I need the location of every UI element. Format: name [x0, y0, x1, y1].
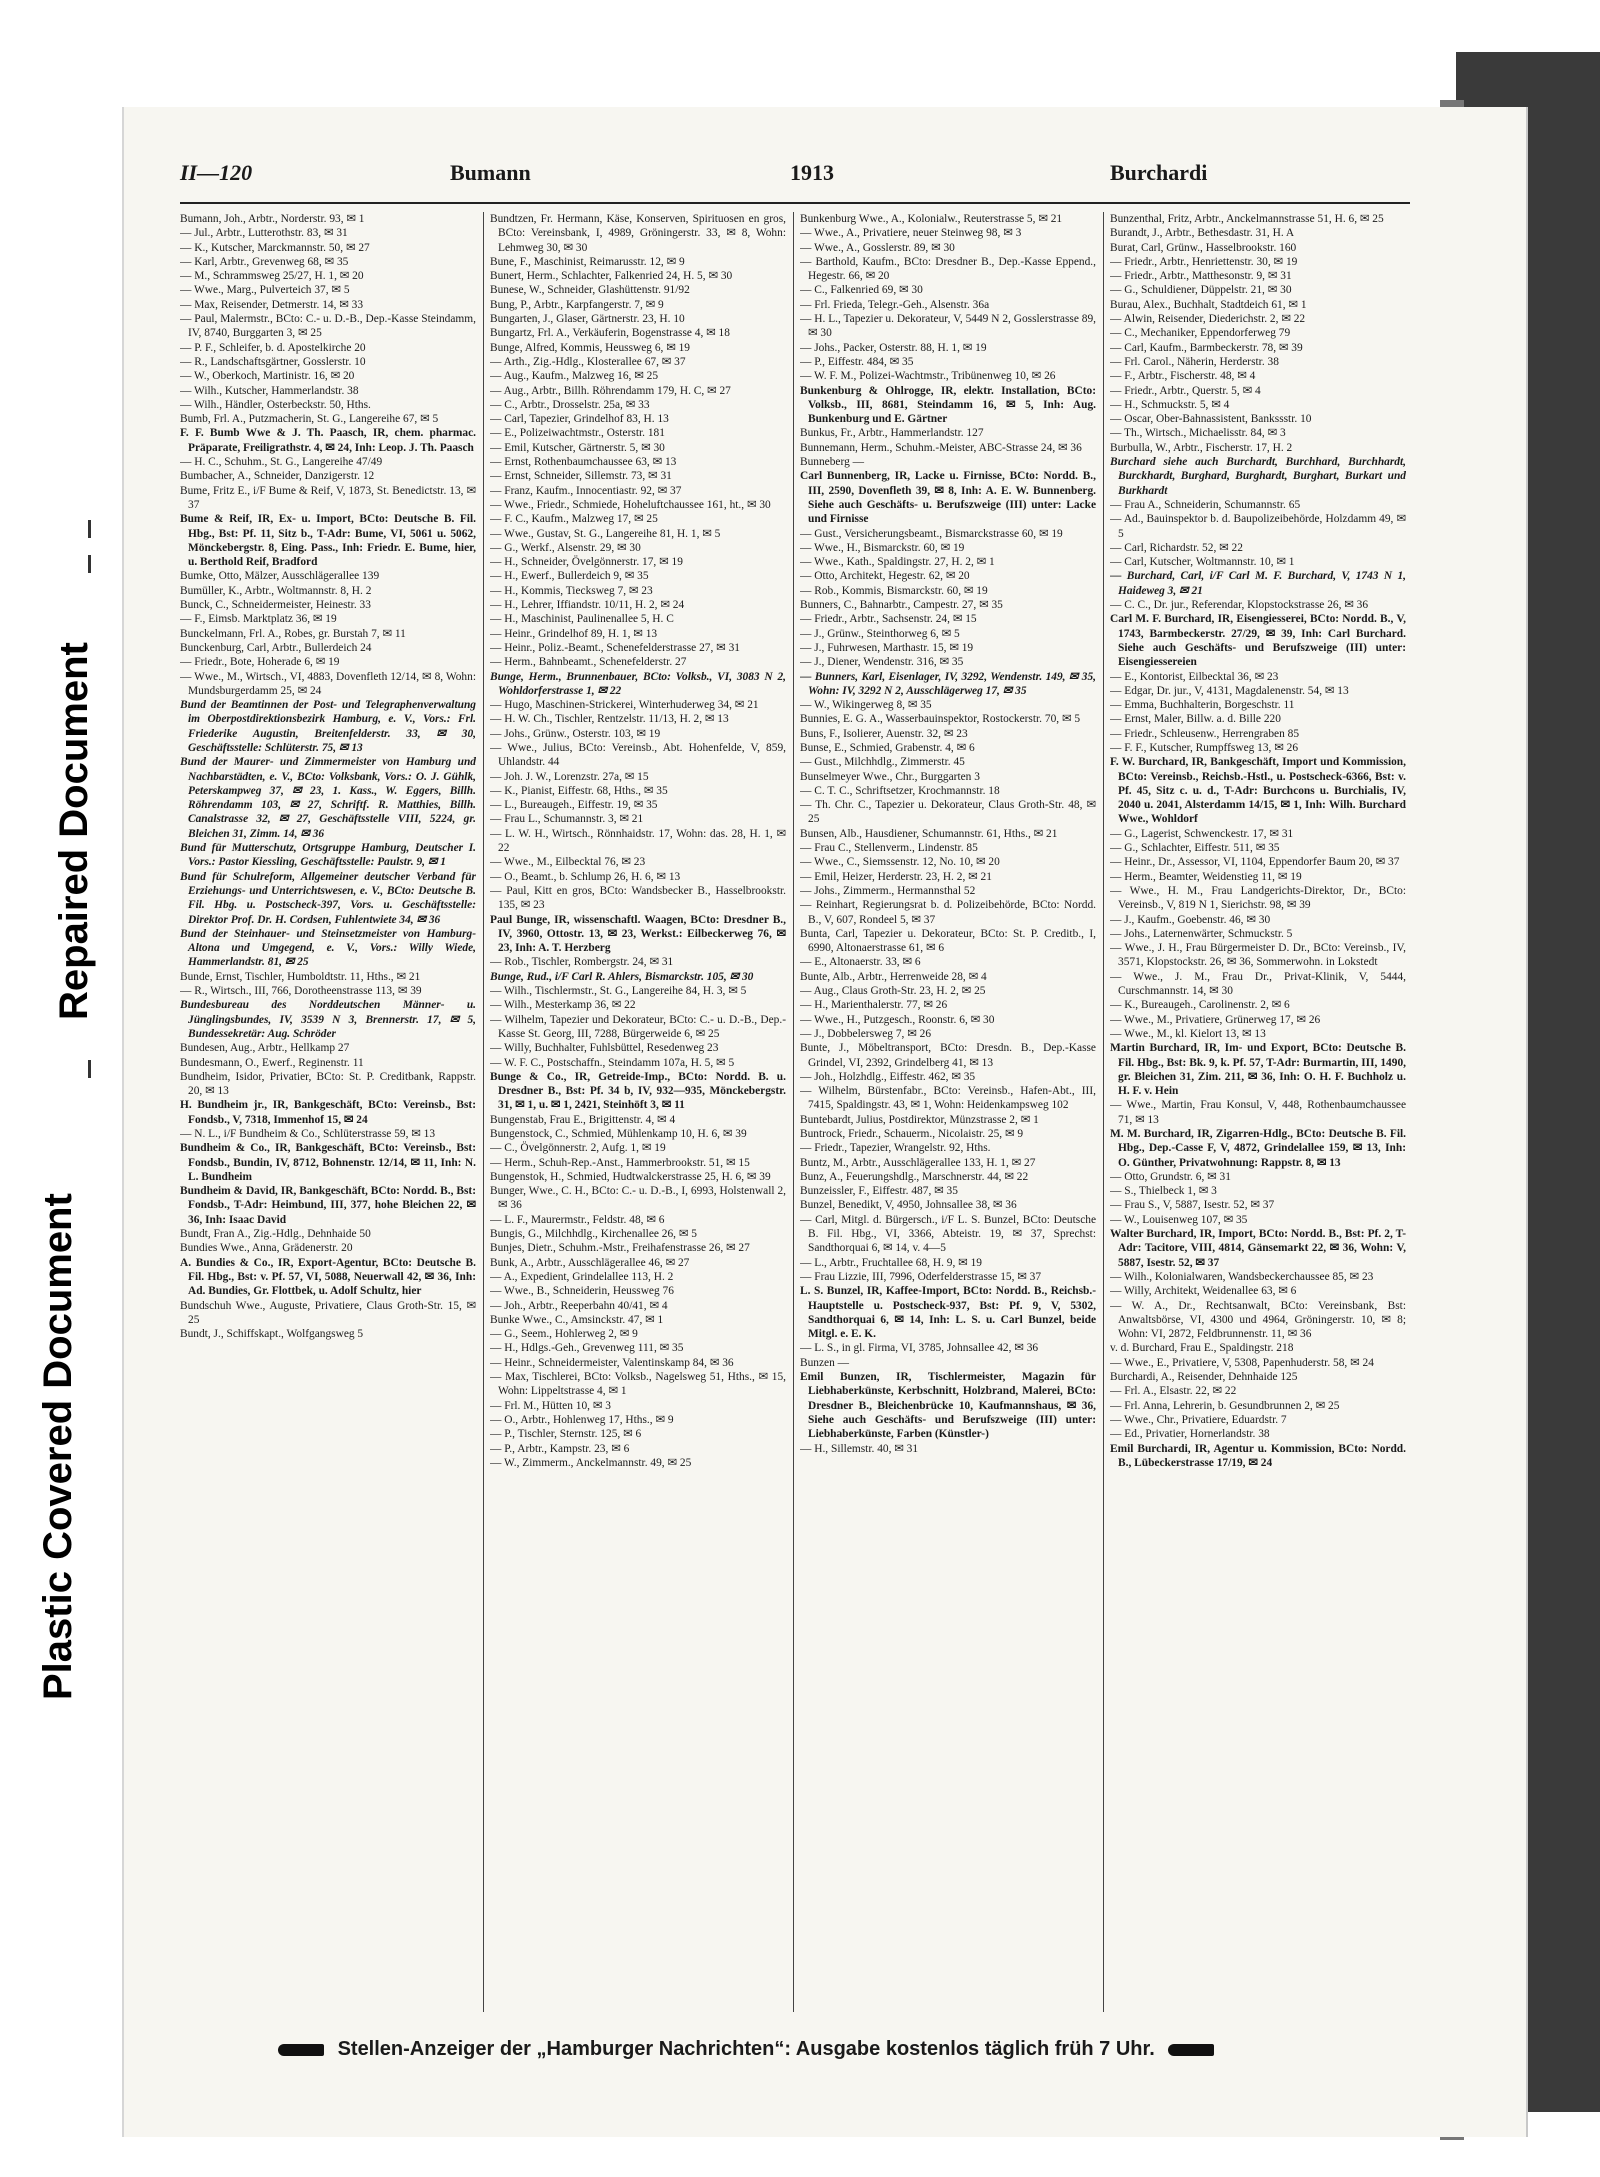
directory-entry: — H., Lehrer, Iffiandstr. 10/11, H. 2, ✉ 24 [490, 599, 685, 612]
directory-entry: — Frl. A., Elsastr. 22, ✉ 22 [1110, 1385, 1237, 1398]
directory-entry: — Arth., Zig.-Hdlg., Klosterallee 67, ✉ 37 [490, 355, 686, 368]
directory-entry: — Friedr., Arbtr., Henriettenstr. 30, ✉ 19 [1110, 255, 1298, 268]
directory-entry: — H., Marienthalerstr. 77, ✉ 26 [800, 999, 948, 1012]
directory-entry: — Edgar, Dr. jur., V, 4131, Magdalenenstr. 54, ✉ 13 [1110, 684, 1349, 697]
directory-entry: — Wwe., Martin, Frau Konsul, V, 448, Rothenbaumchaussee 71, ✉ 13 [1110, 1099, 1406, 1126]
directory-column-3 [800, 212, 1096, 2012]
pointing-hand-icon [1168, 2044, 1214, 2056]
header-year: 1913 [790, 160, 834, 185]
directory-entry: Bunke Wwe., C., Amsinckstr. 47, ✉ 1 [490, 1313, 664, 1326]
directory-entry: — H., Maschinist, Paulinenallee 5, H. C [490, 613, 674, 626]
directory-entry: Bunte, J., Möbeltransport, BCto: Dresdn. B., Dep.-Kasse Grindel, VI, 2392, Grindelberg 41, ✉ 13 [800, 1042, 1096, 1069]
directory-entry: F. W. Burchard, IR, Bankgeschäft, Import und Kommission, BCto: Vereinsb., Reichsb.-Hstl., u. Postscheck-6366, Bst: v. Pf. 45, Sitz c. u. d., T-Adr: Burchcons u. Burchialis, IV, 2040 u. 2041, Alsterdamm 14/15, ✉ 1, Inh: Wilh. Burchard Wwe., Wohldorf [1110, 756, 1406, 826]
directory-entry: Paul Bunge, IR, wissenschaftl. Waagen, BCto: Dresdner B., IV, 3960, Ottostr. 13, ✉ 23, Werkst.: Eilbeckerweg 76, ✉ 23, Inh: A. T. Herzberg [490, 913, 786, 955]
directory-column-4 [1110, 212, 1406, 2012]
directory-entry: Emil Bunzen, IR, Tischlermeister, Magazin für Liebhaberkünste, Kerbschnitt, Holzbrand, Malerei, BCto: Dresdner B., Bleichenbrücke 10, Kaufmannshaus, ✉ 36, Siehe auch Geschäfts- und Berufszweige (III) unter: Liebhaberkünste, Farben (Künstler-) [800, 1371, 1096, 1441]
directory-entry: — H. L., Tapezier u. Dekorateur, V, 5449 N 2, Gosslerstrasse 89, ✉ 30 [800, 313, 1096, 340]
directory-entry: — Wwe., J. H., Frau Bürgermeister D. Dr., BCto: Vereinsb., IV, 3571, Klopstockstr. 26, ✉ 36, Sommerwohn. in Lokstedt [1110, 942, 1406, 969]
directory-entry: — Friedr., Tapezier, Wrangelstr. 92, Hths. [800, 1142, 991, 1155]
directory-entry: — R., Landschaftsgärtner, Gosslerstr. 10 [180, 355, 366, 368]
directory-entry: — Heinr., Grindelhof 89, H. 1, ✉ 13 [490, 627, 658, 640]
directory-entry: Bund für Schulreform, Allgemeiner deutscher Verband für Erziehungs- und Unterrichtswesen, e. V., BCto: Deutsche B. Fil. Hbg. u. Postscheck-397, Vors. u. Geschäftsstelle: Direktor Prof. Dr. H. Cordsen, Fuhlentwiete 34, ✉ 36 [180, 870, 476, 926]
directory-entry: F. F. Bumb Wwe & J. Th. Paasch, IR, chem. pharmac. Präparate, Freiligrathstr. 4, ✉ 24, Inh: Leop. J. Th. Paasch [180, 427, 476, 454]
directory-entry: Martin Burchard, IR, Im- und Export, BCto: Deutsche B. Fil. Hbg., Bst: Bk. 9, k. Pf. 57, T-Adr: Burmartin, III, 1490, gr. Bleichen 31, Zim. 211, ✉ 36, Inh: O. H. F. Buchholz u. H. F. v. Hein [1110, 1042, 1406, 1098]
directory-entry: Bume, Fritz E., i/F Bume & Reif, V, 1873, St. Benedictstr. 13, ✉ 37 [180, 484, 476, 511]
directory-entry: Bungenstock, C., Schmied, Mühlenkamp 10, H. 6, ✉ 39 [490, 1128, 747, 1140]
directory-entry: — Frau A., Schneiderin, Schumannstr. 65 [1110, 498, 1301, 511]
directory-entry: Bunzeissler, F., Eiffestr. 487, ✉ 35 [800, 1185, 958, 1198]
directory-entry: Bunneberg — [800, 456, 865, 469]
directory-entry: Bund der Maurer- und Zimmermeister von Hamburg und Nachbarstädten, e. V., BCto: Volksbank, Vors.: O. J. Gühlk, Peterskampweg 37, ✉ 23, 1. Kass., W. Eggers, Billh. Röhrendamm 103, ✉ 27, Schriftf. R. Matthies, Billh. Canalstrasse 32, ✉ 27, Geschäftsstelle VIII, 5224, gr. Bleichen 31, Zimm. 14, ✉ 36 [180, 756, 476, 840]
directory-entry: — C., Arbtr., Drosselstr. 25a, ✉ 33 [490, 398, 650, 411]
directory-entry: Bungarten, J., Glaser, Gärtnerstr. 23, H. 10 [490, 313, 685, 326]
directory-entry: — R., Wirtsch., III, 766, Dorotheenstrasse 113, ✉ 39 [180, 985, 422, 998]
directory-entry: — Ernst, Maler, Billw. a. d. Bille 220 [1110, 713, 1281, 726]
directory-entry: Bunjes, Dietr., Schuhm.-Mstr., Freihafenstrasse 26, ✉ 27 [490, 1242, 750, 1255]
directory-entry: Bunnemann, Herm., Schuhm.-Meister, ABC-Strasse 24, ✉ 36 [800, 441, 1082, 454]
directory-entry: — Joh. J. W., Lorenzstr. 27a, ✉ 15 [490, 770, 649, 783]
directory-entry: A. Bundies & Co., IR, Export-Agentur, BCto: Deutsche B. Fil. Hbg., Bst: v. Pf. 57, VI, 5088, Neuerwall 42, ✉ 36, Inh: Ad. Bundies, Gr. Flottbek, u. Adolf Schultz, hier [180, 1256, 476, 1298]
directory-entry: — Frl. Carol., Näherin, Herderstr. 38 [1110, 355, 1279, 368]
directory-entry: — F., Eimsb. Marktplatz 36, ✉ 19 [180, 613, 337, 626]
column-divider [483, 212, 484, 2012]
directory-entry: Buntz, M., Arbtr., Ausschlägerallee 133, H. 1, ✉ 27 [800, 1156, 1036, 1169]
directory-entry: — H., Sillemstr. 40, ✉ 31 [800, 1442, 919, 1455]
directory-entry: — W., Zimmerm., Anckelmannstr. 49, ✉ 25 [490, 1456, 692, 1469]
directory-entry: — L. W. H., Wirtsch., Rönnhaidstr. 17, Wohn: das. 28, H. 1, ✉ 22 [490, 827, 786, 855]
directory-entry: Bunckenburg, Carl, Arbtr., Bullerdeich 24 [180, 641, 372, 654]
directory-entry: — Aug., Arbtr., Billh. Röhrendamm 179, H. C, ✉ 27 [490, 384, 731, 397]
directory-entry: — Willy, Buchhalter, Fuhlsbüttel, Resedenweg 23 [490, 1042, 719, 1055]
directory-entry: Bundesmann, O., Ewerf., Reginenstr. 11 [180, 1056, 364, 1069]
directory-entry: — F. C., Kaufm., Malzweg 17, ✉ 25 [490, 513, 658, 526]
directory-entry: Bungenstab, Frau E., Brigittenstr. 4, ✉ 4 [490, 1113, 676, 1126]
directory-entry: — G., Seem., Hohlerweg 2, ✉ 9 [490, 1328, 638, 1341]
directory-entry: — H., Ewerf., Bullerdeich 9, ✉ 35 [490, 570, 649, 583]
directory-entry: — C. C., Dr. jur., Referendar, Klopstockstrasse 26, ✉ 36 [1110, 599, 1369, 612]
directory-entry: Bunk, A., Arbtr., Ausschlägerallee 46, ✉ 27 [490, 1256, 690, 1269]
directory-entry: Bundt, Fran A., Zig.-Hdlg., Dehnhaide 50 [180, 1228, 371, 1241]
directory-entry: Bunzenthal, Fritz, Arbtr., Anckelmannstrasse 51, H. 6, ✉ 25 [1110, 213, 1384, 225]
directory-entry: — P., Eiffestr. 484, ✉ 35 [800, 355, 914, 368]
directory-entry: Bunckelmann, Frl. A., Robes, gr. Burstah 7, ✉ 11 [180, 627, 406, 640]
directory-entry: — Wwe., Kath., Spaldingstr. 27, H. 2, ✉ 1 [800, 556, 995, 569]
margin-mark [88, 520, 91, 538]
directory-entry: — Friedr., Arbtr., Querstr. 5, ✉ 4 [1110, 384, 1261, 397]
directory-entry: — K., Pianist, Eiffestr. 68, Hths., ✉ 35 [490, 784, 668, 797]
directory-entry: Bunert, Herm., Schlachter, Falkenried 24, H. 5, ✉ 30 [490, 270, 733, 283]
margin-mark [88, 1060, 91, 1078]
directory-entry: Burau, Alex., Buchhalt, Stadtdeich 61, ✉ 1 [1110, 298, 1307, 311]
column-divider [1103, 212, 1104, 2012]
directory-entry: — H., Schneider, Övelgönnerstr. 17, ✉ 19 [490, 556, 683, 569]
directory-entry: — Barthold, Kaufm., BCto: Dresdner B., Dep.-Kasse Eppend., Hegestr. 66, ✉ 20 [800, 255, 1096, 283]
directory-entry: Bunde, Ernst, Tischler, Humboldtstr. 11, Hths., ✉ 21 [180, 970, 421, 983]
directory-entry: Bundheim, Isidor, Privatier, BCto: St. P. Creditbank, Rappstr. 20, ✉ 13 [180, 1070, 476, 1098]
directory-entry: — E., Polizeiwachtmstr., Osterstr. 181 [490, 427, 665, 440]
directory-entry: Bundt, J., Schiffskapt., Wolfgangsweg 5 [180, 1328, 364, 1341]
directory-entry: — Wwe., A., Gosslerstr. 89, ✉ 30 [800, 241, 955, 254]
directory-entry: — Friedr., Schleusenw., Herrengraben 85 [1110, 727, 1300, 740]
directory-entry: — Wwe., M., Wirtsch., VI, 4883, Dovenfleth 12/14, ✉ 8, Wohn: Mundsburgerdamm 25, ✉ 24 [180, 670, 476, 697]
directory-entry: — H., Hdlgs.-Geh., Grevenweg 111, ✉ 35 [490, 1342, 684, 1355]
directory-entry: M. M. Burchard, IR, Zigarren-Hdlg., BCto: Deutsche B. Fil. Hbg., Dep.-Casse F, V, 4872, Grindelallee 159, ✉ 13, Inh: O. Günther, Privatwohnung: Rappstr. 8, ✉ 13 [1110, 1128, 1406, 1169]
directory-entry: — F. F., Kutscher, Rumpffsweg 13, ✉ 26 [1110, 741, 1299, 754]
directory-entry: H. Bundheim jr., IR, Bankgeschäft, BCto: Vereinsb., Bst: Fondsb., V, 7318, Immenhof 15, ✉ 24 [180, 1099, 476, 1126]
column-divider [793, 212, 794, 2012]
directory-entry: — O., Arbtr., Hohlenweg 17, Hths., ✉ 9 [490, 1413, 674, 1426]
directory-entry: Bungartz, Frl. A., Verkäuferin, Bogenstrasse 4, ✉ 18 [490, 327, 730, 340]
directory-entry: Bund der Beamtinnen der Post- und Telegraphenverwaltung im Oberpostdirektionsbezirk Hamburg, e. V., Vors.: Frl. Friederike Augustin, Breitenfelderstr. 33, ✉ 30, Geschäftsstelle: Schlüterstr. 75, ✉ 13 [180, 699, 476, 754]
directory-entry: — Hugo, Maschinen-Strickerei, Winterhuderweg 34, ✉ 21 [490, 699, 759, 712]
directory-entry: — C., Mechaniker, Eppendorferweg 79 [1110, 327, 1291, 340]
directory-entry: Burat, Carl, Grünw., Hasselbrookstr. 160 [1110, 241, 1297, 254]
directory-entry: — Rob., Tischler, Rombergstr. 24, ✉ 31 [490, 956, 674, 969]
directory-entry: — C., Falkenried 69, ✉ 30 [800, 284, 923, 297]
directory-entry: — Johs., Laternenwärter, Schmuckstr. 5 [1110, 927, 1293, 940]
directory-entry: — S., Thielbeck 1, ✉ 3 [1110, 1185, 1217, 1198]
directory-entry: — P., Arbtr., Kampstr. 23, ✉ 6 [490, 1442, 630, 1455]
directory-entry: Bunta, Carl, Tapezier u. Dekorateur, BCto: St. P. Creditb., I, 6990, Altonaerstrasse 61, ✉ 6 [800, 927, 1096, 955]
directory-entry: — Wwe., H. M., Frau Landgerichts-Direktor, Dr., BCto: Vereinsb., V, 819 N 1, Sierichstr. 98, ✉ 39 [1110, 884, 1406, 912]
directory-entry: — Johs., Grünw., Osterstr. 103, ✉ 19 [490, 727, 661, 740]
directory-entry: Bume & Reif, IR, Ex- u. Import, BCto: Deutsche B. Fil. Hbg., Bst: Pf. 11, Sitz b., T-Adr: Bume, VI, 5061 u. 5062, Mönckebergstr. 8, Eing. Pass., Inh: Friedr. E. Bume, hier, u. Berthold Reif, Bradford [180, 513, 476, 569]
directory-entry: — Wwe., H., Putzgesch., Roonstr. 6, ✉ 30 [800, 1013, 995, 1026]
directory-entry: — J., Grünw., Steinthorweg 6, ✉ 5 [800, 627, 960, 640]
directory-entry: — G., Schuldiener, Düppelstr. 21, ✉ 30 [1110, 284, 1292, 297]
directory-entry: — Paul, Malermstr., BCto: C.- u. D.-B., Dep.-Kasse Steindamm, IV, 8740, Burggarten 3, ✉ 25 [180, 313, 476, 340]
directory-entry: — Rob., Kommis, Bismarckstr. 60, ✉ 19 [800, 584, 988, 597]
directory-entry: — Wwe., C., Siemssenstr. 12, No. 10, ✉ 20 [800, 856, 1000, 869]
directory-entry: Bunese, W., Schneider, Glashüttenstr. 91/92 [490, 284, 690, 297]
directory-entry: — W. F. M., Polizei-Wachtmstr., Tribünenweg 10, ✉ 26 [800, 370, 1056, 383]
directory-entry: — Franz, Kaufm., Innocentiastr. 92, ✉ 37 [490, 484, 682, 497]
directory-entry: — Herm., Schuh-Rep.-Anst., Hammerbrookstr. 51, ✉ 15 [490, 1156, 750, 1169]
directory-entry: Bumke, Otto, Mälzer, Ausschlägerallee 139 [180, 570, 380, 583]
directory-entry: — J., Dobbelersweg 7, ✉ 26 [800, 1027, 932, 1040]
directory-entry: — F., Arbtr., Fischerstr. 48, ✉ 4 [1110, 370, 1256, 383]
directory-entry: Bumbacher, A., Schneider, Danzigerstr. 12 [180, 470, 375, 483]
directory-entry: — Heinr., Dr., Assessor, VI, 1104, Eppendorfer Baum 20, ✉ 37 [1110, 856, 1400, 869]
directory-entry: Burbulla, W., Arbtr., Fischerstr. 17, H. 2 [1110, 441, 1293, 454]
directory-entry: — Frl. M., Hütten 10, ✉ 3 [490, 1399, 611, 1412]
directory-entry: — Ernst, Rothenbaumchaussee 63, ✉ 13 [490, 456, 677, 469]
directory-entry: — Wilh., Tischlermstr., St. G., Langereihe 84, H. 3, ✉ 5 [490, 985, 747, 998]
directory-entry: — Aug., Claus Groth-Str. 23, H. 2, ✉ 25 [800, 985, 986, 998]
directory-entry: — Carl, Mitgl. d. Bürgersch., i/F L. S. Bunzel, BCto: Deutsche B. Fil. Hbg., VI, 3366, Abteistr. 19, ✉ 37, Sprechst: Sandthorquai 6, ✉ 14, v. 4—5 [800, 1213, 1096, 1255]
directory-entry: Buntrock, Friedr., Schauerm., Nicolaistr. 25, ✉ 9 [800, 1128, 1024, 1140]
repaired-document-label: Repaired Document [52, 642, 96, 1020]
directory-entry: — Gust., Milchhdlg., Zimmerstr. 45 [800, 756, 965, 769]
directory-entry: Bunge, Rud., i/F Carl R. Ahlers, Bismarckstr. 105, ✉ 30 [490, 970, 754, 983]
directory-entry: — Wwe., Marg., Pulverteich 37, ✉ 5 [180, 284, 350, 297]
directory-entry: Bunnies, E. G. A., Wasserbauinspektor, Rostockerstr. 70, ✉ 5 [800, 713, 1081, 726]
directory-entry: — P. F., Schleifer, b. d. Apostelkirche 20 [180, 341, 366, 354]
directory-entry: — E., Kontorist, Eilbecktal 36, ✉ 23 [1110, 670, 1279, 683]
directory-entry: — W., Oberkoch, Martinistr. 16, ✉ 20 [180, 370, 355, 383]
directory-entry: — Wwe., Chr., Privatiere, Eduardstr. 7 [1110, 1413, 1287, 1426]
directory-entry: — H. C., Schuhm., St. G., Langereihe 47/49 [180, 456, 383, 469]
directory-entry: — Wwe., M., kl. Kielort 13, ✉ 13 [1110, 1027, 1266, 1040]
margin-mark [88, 555, 91, 573]
directory-entry: — W., Louisenweg 107, ✉ 35 [1110, 1213, 1248, 1226]
directory-entry: Bundesbureau des Norddeutschen Männer- u. Jünglingsbundes, IV, 3539 N 3, Brennerstr. 17, ✉ 5, Bundessekretär: Aug. Schröder [180, 999, 476, 1040]
directory-entry: — Willy, Architekt, Weidenallee 63, ✉ 6 [1110, 1285, 1297, 1298]
directory-entry: — E., Altonaerstr. 33, ✉ 6 [800, 956, 921, 969]
directory-entry: Bumüller, K., Arbtr., Woltmannstr. 8, H. 2 [180, 584, 372, 597]
directory-entry: — G., Werkf., Alsenstr. 29, ✉ 30 [490, 541, 641, 554]
directory-entry: — Joh., Holzhdlg., Eiffestr. 462, ✉ 35 [800, 1070, 976, 1083]
directory-entry: Bundies Wwe., Anna, Grädenerstr. 20 [180, 1242, 353, 1255]
directory-entry: — Heinr., Poliz.-Beamt., Schenefelderstrasse 27, ✉ 31 [490, 641, 740, 654]
directory-entry: — Wilh., Kutscher, Hammerlandstr. 38 [180, 384, 359, 397]
plastic-covered-label: Plastic Covered Document [36, 1193, 80, 1700]
directory-entry: — Carl, Kutscher, Woltmannstr. 10, ✉ 1 [1110, 556, 1295, 569]
directory-entry: Bundschuh Wwe., Auguste, Privatiere, Claus Groth-Str. 15, ✉ 25 [180, 1299, 476, 1326]
directory-entry: Bunkenburg & Ohlrogge, IR, elektr. Installation, BCto: Volksb., III, 8681, Steindamm 16, ✉ 5, Inh: Aug. Bunkenburg und E. Gärtner [800, 384, 1096, 426]
directory-entry: v. d. Burchard, Frau E., Spaldingstr. 218 [1110, 1342, 1294, 1355]
directory-entry: — Wwe., B., Schneiderin, Heussweg 76 [490, 1285, 674, 1298]
directory-entry: — N. L., i/F Bundheim & Co., Schlüterstrasse 59, ✉ 13 [180, 1128, 436, 1140]
directory-entry: Bung, P., Arbtr., Karpfangerstr. 7, ✉ 9 [490, 298, 664, 311]
directory-column-2 [490, 212, 786, 2012]
directory-entry: — Joh., Arbtr., Reeperbahn 40/41, ✉ 4 [490, 1299, 668, 1312]
directory-entry: — Bunners, Karl, Eisenlager, IV, 3292, Wendenstr. 149, ✉ 35, Wohn: IV, 3292 N 2, Ausschlägerweg 17, ✉ 35 [800, 670, 1096, 697]
directory-entry: — Frau Lizzie, III, 7996, Oderfelderstrasse 15, ✉ 37 [800, 1270, 1042, 1283]
header-left-word: Bumann [450, 160, 531, 185]
directory-entry: Bunzel, Benedikt, V, 4950, Johnsallee 38, ✉ 36 [800, 1199, 1017, 1212]
directory-entry: — Emma, Buchhalterin, Borgeschstr. 11 [1110, 699, 1295, 712]
directory-entry: — Paul, Kitt en gros, BCto: Wandsbecker B., Hasselbrookstr. 135, ✉ 23 [490, 884, 786, 912]
directory-entry: — Wwe., Gustav, St. G., Langereihe 81, H. 1, ✉ 5 [490, 527, 721, 540]
directory-entry: Bunsen, Alb., Hausdiener, Schumannstr. 61, Hths., ✉ 21 [800, 827, 1058, 840]
directory-entry: — Wilhelm, Bürstenfabr., BCto: Vereinsb., Hafen-Abt., III, 7415, Spaldingstr. 43, ✉ 1, Wohn: Heidenkampsweg 102 [800, 1085, 1096, 1112]
directory-entry: — Friedr., Bote, Hoherade 6, ✉ 19 [180, 656, 340, 669]
directory-entry: — Max, Tischlerei, BCto: Volksb., Nagelsweg 51, Hths., ✉ 15, Wohn: Lippeltstrasse 4, ✉ 1 [490, 1371, 786, 1398]
directory-entry: — Herm., Bahnbeamt., Schenefelderstr. 27 [490, 656, 687, 669]
directory-entry: — Wwe., H., Bismarckstr. 60, ✉ 19 [800, 541, 965, 554]
directory-entry: Burchardi, A., Reisender, Dehnhaide 125 [1110, 1371, 1298, 1384]
directory-entry: Bunzen — [800, 1356, 850, 1369]
directory-entry: — K., Kutscher, Marckmannstr. 50, ✉ 27 [180, 241, 370, 254]
directory-entry: — J., Diener, Wendenstr. 316, ✉ 35 [800, 656, 964, 669]
directory-entry: — Wwe., A., Privatiere, neuer Steinweg 98, ✉ 3 [800, 227, 1022, 240]
directory-entry: — Emil, Kutscher, Gärtnerstr. 5, ✉ 30 [490, 441, 665, 454]
directory-entry: Bumb, Frl. A., Putzmacherin, St. G., Langereihe 67, ✉ 5 [180, 413, 439, 426]
directory-entry: — Oscar, Ober-Bahnassistent, Bankssstr. 10 [1110, 413, 1312, 426]
header-right-word: Burchardi [1110, 160, 1208, 185]
directory-entry: — Wwe., M., Eilbecktal 76, ✉ 23 [490, 856, 646, 869]
pointing-hand-icon [278, 2044, 324, 2056]
directory-entry: — Wilh., Händler, Osterbeckstr. 50, Hths. [180, 398, 371, 411]
directory-entry: — Aug., Kaufm., Malzweg 16, ✉ 25 [490, 370, 659, 383]
directory-entry: Bunselmeyer Wwe., Chr., Burggarten 3 [800, 770, 980, 783]
directory-entry: — M., Schrammsweg 25/27, H. 1, ✉ 20 [180, 270, 364, 283]
directory-entry: Bundtzen, Fr. Hermann, Käse, Konserven, Spirituosen en gros, BCto: Vereinsbank, I, 4989, Gröningerstr. 33, ✉ 8, Wohn: Lehmweg 30, ✉ 30 [490, 213, 786, 254]
directory-entry: — Johs., Packer, Osterstr. 88, H. 1, ✉ 19 [800, 341, 987, 354]
header-rule [180, 202, 1410, 204]
directory-entry: — L., Arbtr., Fruchtallee 68, H. 9, ✉ 19 [800, 1256, 982, 1269]
directory-entry: — W., Wikingerweg 8, ✉ 35 [800, 699, 932, 712]
directory-entry: — Wilh., Kolonialwaren, Wandsbeckerchaussee 85, ✉ 23 [1110, 1270, 1374, 1283]
directory-entry: — Burchard, Carl, i/F Carl M. F. Burchard, V, 1743 N 1, Haideweg 3, ✉ 21 [1110, 570, 1406, 597]
directory-entry: Bunck, C., Schneidermeister, Heinestr. 33 [180, 599, 371, 612]
directory-entry: — J., Fuhrwesen, Marthastr. 15, ✉ 19 [800, 641, 974, 654]
directory-entry: — Ed., Privatier, Hornerlandstr. 38 [1110, 1428, 1270, 1441]
directory-entry: — Ernst, Schneider, Sillemstr. 73, ✉ 31 [490, 470, 672, 483]
directory-entry: — L. S., in gl. Firma, VI, 3785, Johnsallee 42, ✉ 36 [800, 1342, 1039, 1355]
directory-entry: — Wwe., E., Privatiere, V, 5308, Papenhuderstr. 58, ✉ 24 [1110, 1356, 1374, 1369]
directory-entry: Carl Bunnenberg, IR, Lacke u. Firnisse, BCto: Nordd. B., III, 2590, Dovenfleth 39, ✉ 8, Inh: A. E. W. Bunnenberg. Siehe auch Geschäfts- u. Berufszweige (III) unter: Lacke und Firnisse [800, 470, 1096, 526]
directory-entry: — Reinhart, Regierungsrat b. d. Polizeibehörde, BCto: Nordd. B., V, 607, Rondeel 5, ✉ 37 [800, 899, 1096, 926]
directory-entry: — H. W. Ch., Tischler, Rentzelstr. 11/13, H. 2, ✉ 13 [490, 713, 729, 726]
directory-entry: Bunners, C., Bahnarbtr., Campestr. 27, ✉ 35 [800, 599, 1003, 612]
directory-entry: — Frl. Anna, Lehrerin, b. Gesundbrunnen 2, ✉ 25 [1110, 1399, 1340, 1412]
directory-entry: — Frau L., Schumannstr. 3, ✉ 21 [490, 813, 644, 826]
directory-entry: Bunge & Co., IR, Getreide-Imp., BCto: Nordd. B. u. Dresdner B., Bst: Pf. 34 b, IV, 932—935, Mönckebergstr. 31, ✉ 1, u. ✉ 1, 2421, Steinhöft 3, ✉ 11 [490, 1070, 786, 1112]
directory-entry: — Jul., Arbtr., Lutterothstr. 83, ✉ 31 [180, 227, 348, 240]
directory-entry: — Wwe., Friedr., Schmiede, Hoheluftchaussee 161, ht., ✉ 30 [490, 498, 771, 511]
directory-entry: — Herm., Beamter, Weidenstieg 11, ✉ 19 [1110, 870, 1302, 883]
directory-entry: Bunkenburg Wwe., A., Kolonialw., Reuterstrasse 5, ✉ 21 [800, 213, 1063, 225]
directory-entry: Bundheim & David, IR, Bankgeschäft, BCto: Nordd. B., Bst: Fondsb., T-Adr: Heimbund, III, 377, hohe Bleichen 22, ✉ 36, Inh: Isaac David [180, 1185, 476, 1226]
directory-entry: — Max, Reisender, Detmerstr. 14, ✉ 33 [180, 298, 364, 311]
directory-entry: — Ad., Bauinspektor b. d. Baupolizeibehörde, Holzdamm 49, ✉ 5 [1110, 513, 1406, 540]
directory-entry: — A., Expedient, Grindelallee 113, H. 2 [490, 1270, 674, 1283]
directory-entry: — Wilhelm, Tapezier und Dekorateur, BCto: C.- u. D.-B., Dep.-Kasse St. Georg, III, 7288, Bürgerweide 6, ✉ 25 [490, 1013, 786, 1040]
directory-entry: — Carl, Richardstr. 52, ✉ 22 [1110, 541, 1243, 554]
directory-entry: Bungenstok, H., Schmied, Hudtwalckerstrasse 25, H. 6, ✉ 39 [490, 1170, 771, 1183]
directory-entry: Bunz, A., Feuerungshdlg., Marschnerstr. 44, ✉ 22 [800, 1170, 1029, 1183]
directory-entry: — G., Lagerist, Schwenckestr. 17, ✉ 31 [1110, 827, 1294, 840]
directory-entry: — W. F. C., Postschaffn., Steindamm 107a, H. 5, ✉ 5 [490, 1056, 735, 1069]
directory-entry: — Wilh., Mesterkamp 36, ✉ 22 [490, 999, 636, 1012]
directory-entry: — C., Övelgönnerstr. 2, Aufg. 1, ✉ 19 [490, 1142, 666, 1155]
footer-text: Stellen-Anzeiger der „Hamburger Nachrichten“: Ausgabe kostenlos täglich früh 7 Uhr. [337, 2038, 1155, 2060]
directory-entry: — G., Schlachter, Eiffestr. 511, ✉ 35 [1110, 842, 1280, 855]
directory-entry: Bunge, Alfred, Kommis, Heussweg 6, ✉ 19 [490, 341, 691, 354]
directory-entry: Bune, F., Maschinist, Reimarusstr. 12, ✉ 9 [490, 255, 685, 268]
directory-entry: — J., Kaufm., Goebenstr. 46, ✉ 30 [1110, 913, 1271, 926]
directory-entry: — Carl, Tapezier, Grindelhof 83, H. 13 [490, 413, 669, 426]
directory-entry: — P., Tischler, Sternstr. 125, ✉ 6 [490, 1428, 642, 1441]
directory-entry: Walter Burchard, IR, Import, BCto: Nordd. B., Bst: Pf. 2, T-Adr: Tacitore, VIII, 4814, Gänsemarkt 22, ✉ 36, Wohn: V, 5887, Isestr. 52, ✉ 37 [1110, 1228, 1406, 1269]
directory-entry: — C. T. C., Schriftsetzer, Krochmannstr. 18 [800, 784, 1000, 797]
directory-entry: — Wwe., Julius, BCto: Vereinsb., Abt. Hohenfelde, V, 859, Uhlandstr. 44 [490, 741, 786, 769]
directory-entry: — H., Schmuckstr. 5, ✉ 4 [1110, 398, 1230, 411]
directory-entry: Bungis, G., Milchhdlg., Kirchenallee 26, ✉ 5 [490, 1228, 697, 1241]
directory-entry: Bund für Mutterschutz, Ortsgruppe Hamburg, Deutscher I. Vors.: Pastor Kiessling, Geschäftsstelle: Paulstr. 9, ✉ 1 [180, 842, 476, 869]
directory-entry: — Gust., Versicherungsbeamt., Bismarckstrasse 60, ✉ 19 [800, 527, 1063, 540]
directory-column-1 [180, 212, 476, 2012]
directory-entry: Buns, F., Isolierer, Auenstr. 32, ✉ 23 [800, 727, 968, 740]
directory-entry: Burandt, J., Arbtr., Bethesdastr. 31, H. A [1110, 227, 1295, 240]
page-number: II—120 [180, 160, 253, 185]
page-footer [270, 2038, 1370, 2061]
directory-entry: — O., Beamt., b. Schlump 26, H. 6, ✉ 13 [490, 870, 681, 883]
directory-entry: — Otto, Architekt, Hegestr. 62, ✉ 20 [800, 570, 970, 583]
directory-entry: — Emil, Heizer, Herderstr. 23, H. 2, ✉ 21 [800, 870, 992, 883]
directory-entry: — L., Bureaugeh., Eiffestr. 19, ✉ 35 [490, 799, 658, 812]
directory-entry: — Johs., Zimmerm., Hermannsthal 52 [800, 884, 976, 897]
directory-entry: — Th., Wirtsch., Michaelisstr. 84, ✉ 3 [1110, 427, 1286, 440]
directory-entry: — Friedr., Arbtr., Sachsenstr. 24, ✉ 15 [800, 613, 977, 626]
page-header [180, 160, 1410, 196]
directory-entry: — Friedr., Arbtr., Matthesonstr. 9, ✉ 31 [1110, 270, 1292, 283]
directory-entry: — Otto, Grundstr. 6, ✉ 31 [1110, 1170, 1231, 1183]
directory-entry: — K., Bureaugeh., Carolinenstr. 2, ✉ 6 [1110, 999, 1290, 1012]
directory-entry: — Wwe., J. M., Frau Dr., Privat-Klinik, V, 5444, Curschmannstr. 14, ✉ 30 [1110, 970, 1406, 998]
directory-entry: — Wwe., M., Privatiere, Grünerweg 17, ✉ 26 [1110, 1013, 1321, 1026]
directory-entry: — Alwin, Reisender, Diederichstr. 2, ✉ 22 [1110, 313, 1306, 326]
directory-entry: — Th. Chr. C., Tapezier u. Dekorateur, Claus Groth-Str. 48, ✉ 25 [800, 799, 1096, 826]
directory-entry: — Frl. Frieda, Telegr.-Geh., Alsenstr. 36a [800, 298, 990, 311]
directory-entry: — W. A., Dr., Rechtsanwalt, BCto: Vereinsbank, Bst: Anwaltsbörse, VI, 4300 und 4964, Gröningerstr. 10, ✉ 8; Wohn: VI, 2872, Feldbrunnenstr. 11, ✉ 36 [1110, 1299, 1406, 1341]
directory-entry: — Frau C., Stellenverm., Lindenstr. 85 [800, 842, 978, 855]
directory-entry: Bunge, Herm., Brunnenbauer, BCto: Volksb., VI, 3083 N 2, Wohldorferstrasse 1, ✉ 22 [490, 670, 786, 697]
directory-entry: — Heinr., Schneidermeister, Valentinskamp 84, ✉ 36 [490, 1356, 734, 1369]
directory-entry: Emil Burchardi, IR, Agentur u. Kommission, BCto: Nordd. B., Lübeckerstrasse 17/19, ✉ 24 [1110, 1442, 1406, 1469]
directory-entry: — Carl, Kaufm., Barmbeckerstr. 78, ✉ 39 [1110, 341, 1303, 354]
directory-entry: — Frau S., V, 5887, Isestr. 52, ✉ 37 [1110, 1199, 1275, 1212]
directory-entry: Carl M. F. Burchard, IR, Eisengiesserei, BCto: Nordd. B., V, 1743, Barmbeckerstr. 27/29, ✉ 39, Inh: Carl Burchard. Siehe auch Geschäfts- und Berufszweige (III) unter: Eisengiessereien [1110, 613, 1406, 669]
directory-entry: Burchard siehe auch Burchardt, Burchhard, Burchhardt, Burckhardt, Burghard, Burghardt, Burghart, Burkart und Burkhardt [1110, 456, 1406, 497]
directory-entry: — Karl, Arbtr., Grevenweg 68, ✉ 35 [180, 255, 349, 268]
directory-entry: Bund der Steinhauer- und Steinsetzmeister von Hamburg-Altona und Umgegend, e. V., Vors.: Willy Wiede, Hammerlandstr. 81, ✉ 25 [180, 927, 476, 969]
directory-entry: Bumann, Joh., Arbtr., Norderstr. 93, ✉ 1 [180, 213, 365, 225]
directory-entry: L. S. Bunzel, IR, Kaffee-Import, BCto: Nordd. B., Reichsb.-Hauptstelle u. Postscheck-937, Bst: Pf. 9, V, 5302, Sandthorquai 6, ✉ 14, Inh: L. S. u. Carl Bunzel, beide Mitgl. e. E. K. [800, 1285, 1096, 1341]
directory-entry: Buntebardt, Julius, Postdirektor, Münzstrasse 2, ✉ 1 [800, 1113, 1039, 1126]
directory-entry: Bunse, E., Schmied, Grabenstr. 4, ✉ 6 [800, 741, 975, 754]
directory-entry: — L. F., Maurermstr., Feldstr. 48, ✉ 6 [490, 1213, 665, 1226]
directory-entry: Bundesen, Aug., Arbtr., Hellkamp 27 [180, 1042, 350, 1055]
directory-entry: — H., Kommis, Tiecksweg 7, ✉ 23 [490, 584, 653, 597]
directory-entry: Bunte, Alb., Arbtr., Herrenweide 28, ✉ 4 [800, 970, 987, 983]
directory-entry: Bunkus, Fr., Arbtr., Hammerlandstr. 127 [800, 427, 984, 440]
directory-entry: Bundheim & Co., IR, Bankgeschäft, BCto: Vereinsb., Bst: Fondsb., Bundin, IV, 8712, Bohnenstr. 12/14, ✉ 11, Inh: N. L. Bundheim [180, 1142, 476, 1183]
directory-entry: Bunger, Wwe., C. H., BCto: C.- u. D.-B., I, 6993, Holstenwall 2, ✉ 36 [490, 1185, 786, 1212]
